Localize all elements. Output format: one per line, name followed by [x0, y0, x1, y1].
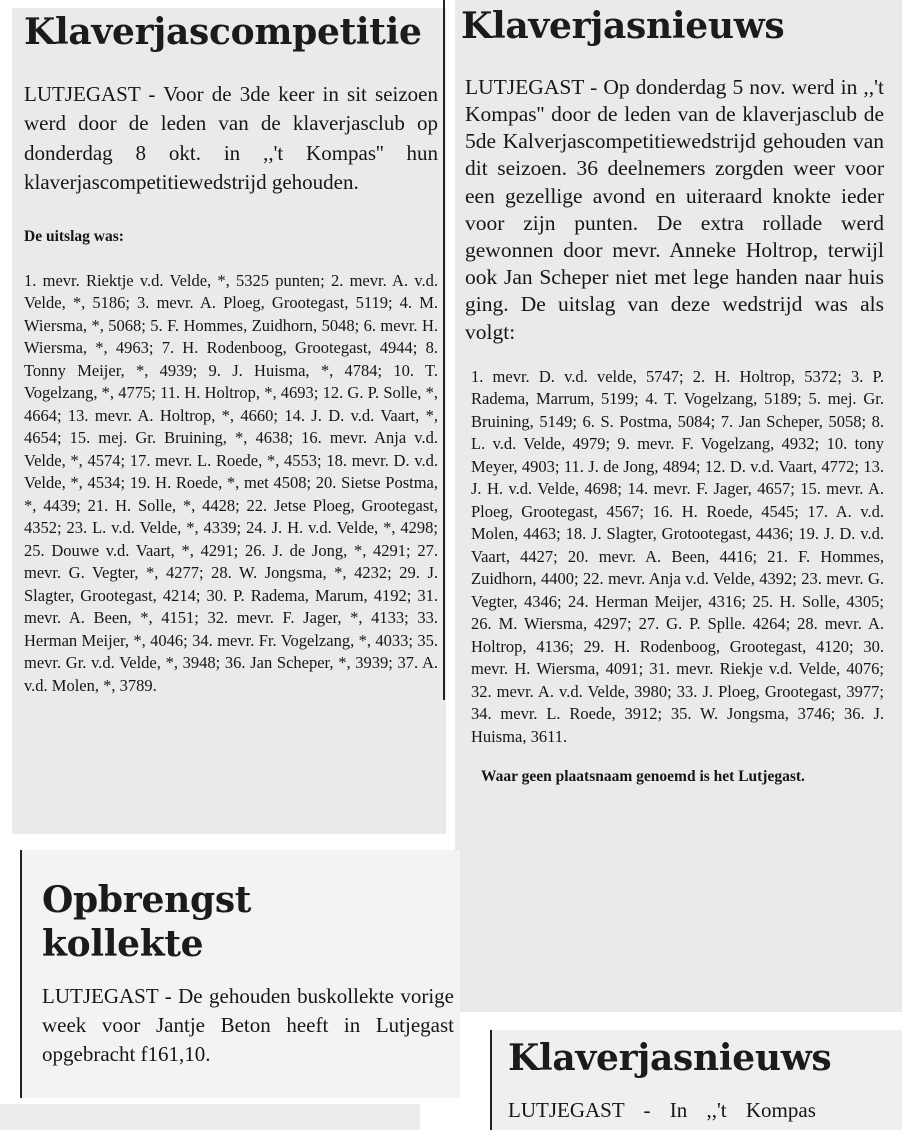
body-paragraph: LUTJEGAST - De gehouden buskollekte vorige week voor Jantje Beton heeft in Lutjegast opgebracht f161,10. [42, 984, 454, 1066]
headline-line-2: kollekte [42, 923, 204, 965]
clipping-opbrengst-kollekte [20, 850, 460, 1098]
footnote: Waar geen plaatsnaam genoemd is het Lutjegast. [481, 768, 805, 786]
clipping-fragment-bottom-left [0, 1104, 420, 1130]
headline: Klaverjasnieuws [508, 1037, 832, 1079]
lead-fragment: LUTJEGAST - In ,,'t Kompas [508, 1097, 816, 1122]
lead-paragraph: LUTJEGAST - Op donderdag 5 nov. werd in ,,'t Kompas'' door de leden van de klaverjasclub de 5de Kalverjascompetitiewedstrijd gehouden van dit seizoen. 36 deelnemers zorgden weer voor een gezellige avond en uiteraard knokte ieder voor zijn punten. De extra rollade werd gewonnen door mevr. Anneke Holtrop, terwijl ook Jan Scheper niet met lege handen naar huis ging. De uitslag van deze wedstrijd was als volgt: [465, 74, 884, 344]
clipping-klaverjascompetitie [12, 8, 446, 834]
results-list: 1. mevr. Riektje v.d. Velde, *, 5325 punten; 2. mevr. A. v.d. Velde, *, 5186; 3. mevr. A. Ploeg, Grootegast, 5119; 4. M. Wiersma, *, 5068; 5. F. Hommes, Zuidhorn, 5048; 6. mevr. H. Wiersma, *, 4963; 7. H. Rodenboog, Grootegast, 4944; 8. Tonny Meijer, *, 4939; 9. J. Huisma, *, 4784; 10. T. Vogelzang, *, 4775; 11. H. Holtrop, *, 4693; 12. G. P. Solle, *, 4664; 13. mevr. A. Holtrop, *, 4660; 14. J. D. v.d. Vaart, *, 4654; 15. mej. Gr. Bruining, *, 4638; 16. mevr. Anja v.d. Velde, *, 4574; 17. mevr. L. Roede, *, 4553; 18. mevr. D. v.d. Velde, *, 4534; 19. H. Roede, *, met 4508; 20. Sietse Postma, *, 4439; 21. H. Solle, *, 4428; 22. Jetse Ploeg, Grootegast, 4352; 23. L. v.d. Velde, *, 4339; 24. J. H. v.d. Velde, *, 4298; 25. Douwe v.d. Vaart, *, 4291; 26. J. de Jong, *, 4291; 27. mevr. G. Vegter, *, 4277; 28. W. Jongsma, *, 4232; 29. J. Slagter, Grootegast, 4214; 30. P. Radema, Marum, 4192; 31. mevr. A. Been, *, 4151; 32. mevr. F. Jager, *, 4133; 33. Herman Meijer, *, 4046; 34. mevr. Fr. Vogelzang, *, 4033; 35. mevr. Gr. v.d. Velde, *, 3948; 36. Jan Scheper, *, 3939; 37. A. v.d. Molen, *, 3789. [24, 270, 438, 695]
results-list: 1. mevr. D. v.d. velde, 5747; 2. H. Holtrop, 5372; 3. P. Radema, Marrum, 5199; 4. T. Vogelzang, 5189; 5. mej. Gr. Bruining, 5149; 6. S. Postma, 5084; 7. Jan Scheper, 5058; 8. L. v.d. Velde, 4979; 9. mevr. F. Vogelzang, 4932; 10. tony Meyer, 4903; 11. J. de Jong, 4894; 12. D. v.d. Vaart, 4772; 13. J. H. v.d. Velde, 4698; 14. mevr. F. Jager, 4657; 15. mevr. A. Ploeg, Grootegast, 4567; 16. H. Roede, 4545; 17. A. v.d. Molen, 4463; 18. J. Slagter, Grotootegast, 4436; 19. J. D. v.d. Vaart, 4427; 20. mevr. A. Been, 4416; 21. F. Hommes, Zuidhorn, 4400; 22. mevr. Anja v.d. Velde, 4392; 23. mevr. G. Vegter, 4346; 24. Herman Meijer, 4316; 25. H. Solle, 4305; 26. M. Wiersma, 4297; 27. G. P. Splle. 4264; 28. mevr. A. Holtrop, 4136; 29. H. Rodenboog, Grootegast, 4120; 30. mevr. H. Wiersma, 4091; 31. mevr. Riekje v.d. Velde, 4076; 32. mevr. A. v.d. Velde, 3980; 33. J. Ploeg, Grootegast, 3977; 34. mevr. L. Roede, 3912; 35. W. Jongsma, 3746; 36. J. Huisma, 3611. [471, 366, 884, 746]
headline: Klaverjasnieuws [461, 5, 785, 47]
column-rule [443, 0, 445, 700]
headline-line-1: Opbrengst [42, 879, 252, 921]
results-label: De uitslag was: [24, 227, 124, 245]
clipping-klaverjasnieuws-2 [490, 1030, 902, 1130]
clipping-klaverjasnieuws [455, 0, 902, 1012]
lead-paragraph: LUTJEGAST - Voor de 3de keer in sit seizoen werd door de leden van de klaverjasclub op donderdag 8 okt. in ,,'t Kompas'' hun klaverjascompetitiewedstrijd gehouden. [24, 81, 438, 195]
headline: Klaverjascompetitie [24, 11, 422, 53]
